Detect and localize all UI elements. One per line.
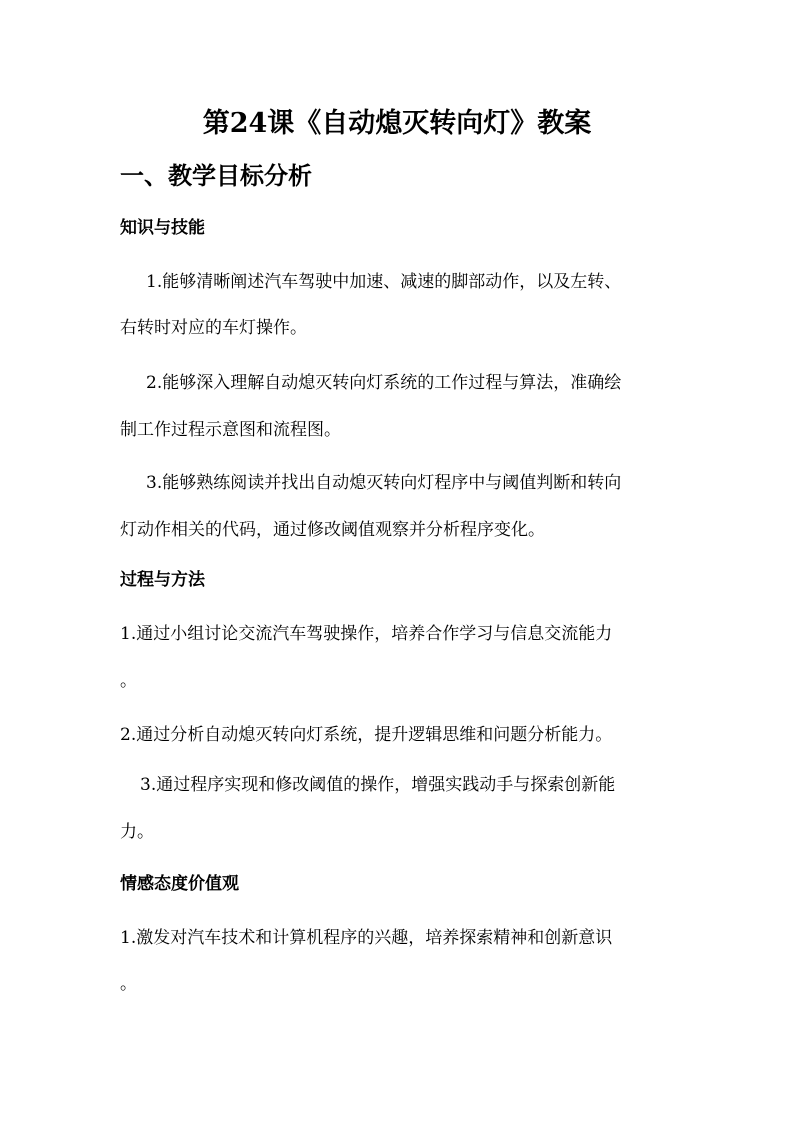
emotion-item-1-line-1: 1.激发对汽车技术和计算机程序的兴趣，培养探索精神和创新意识 (120, 928, 613, 948)
subheading-process-methods: 过程与方法 (120, 570, 205, 590)
process-item-1-line-2: 。 (120, 671, 137, 691)
subheading-knowledge-skills: 知识与技能 (120, 218, 205, 238)
knowledge-item-3-line-2: 灯动作相关的代码，通过修改阈值观察并分析程序变化。 (120, 520, 545, 540)
emotion-item-1-line-2: 。 (120, 974, 137, 994)
process-item-1-line-1: 1.通过小组讨论交流汽车驾驶操作，培养合作学习与信息交流能力 (120, 624, 613, 644)
knowledge-item-2-line-2: 制工作过程示意图和流程图。 (120, 420, 341, 440)
knowledge-item-2-line-1: 2.能够深入理解自动熄灭转向灯系统的工作过程与算法，准确绘 (146, 373, 622, 393)
section-heading-teaching-goals: 一、教学目标分析 (120, 161, 312, 190)
process-item-3-line-1: 3.通过程序实现和修改阈值的操作，增强实践动手与探索创新能 (140, 775, 616, 795)
knowledge-item-3-line-1: 3.能够熟练阅读并找出自动熄灭转向灯程序中与阈值判断和转向 (146, 473, 622, 493)
knowledge-item-1-line-1: 1.能够清晰阐述汽车驾驶中加速、减速的脚部动作，以及左转、 (146, 272, 622, 292)
process-item-2-line-1: 2.通过分析自动熄灭转向灯系统，提升逻辑思维和问题分析能力。 (120, 725, 613, 745)
knowledge-item-1-line-2: 右转时对应的车灯操作。 (120, 318, 307, 338)
process-item-3-line-2: 力。 (120, 822, 154, 842)
document-title: 第24课《自动熄灭转向灯》教案 (202, 108, 592, 139)
subheading-emotion-values: 情感态度价值观 (120, 874, 239, 894)
